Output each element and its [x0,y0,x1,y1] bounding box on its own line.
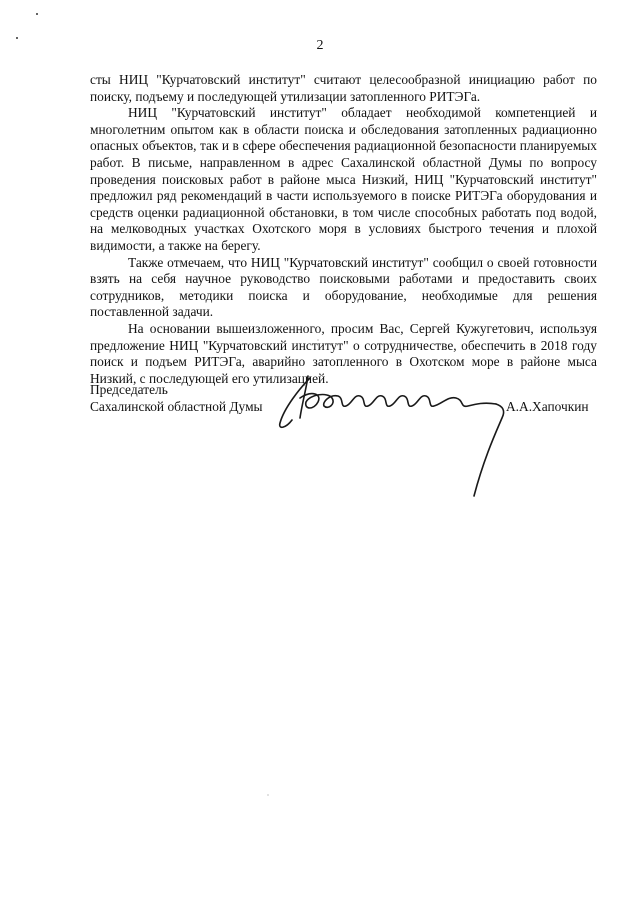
handwritten-signature [270,368,550,503]
letter-body [90,72,597,387]
signatory-title-line1: Председатель [90,382,168,397]
page-number: 2 [316,38,324,53]
paragraph-3: Также отмечаем, что НИЦ "Курчатовский институт" сообщил о своей готовности взять на себя научное руководство поисковыми работами и предоставить своих сотрудников, методики поиска и оборудование, необходимые для решения поставленной задачи. [90,254,597,320]
signatory-name: А.А.Хапочкин [506,398,589,414]
paragraph-1: сты НИЦ "Курчатовский институт" считают целесообразной инициацию работ по поиску, подъему и последующей утилизации затопленного РИТЭГа. [90,72,597,104]
paragraph-4: На основании вышеизложенного, просим Вас, Сергей Кужугетович, используя предложение НИЦ "Курчатовский институт" о сотрудничестве, обеспечить в 2018 году поиск и подъем РИТЭГа, аварийно затопленного в Охотском море в районе мыса Низкий, с последующей его утилизацией. [90,320,597,386]
signatory-title-line2: Сахалинской областной Думы [90,398,263,414]
paragraph-2: НИЦ "Курчатовский институт" обладает необходимой компетенцией и многолетним опытом как в области поиска и обследования затопленных радиационно опасных объектов, так и в сфере обеспечения радиационной безопасности планируемых работ. В письме, направленном в адрес Сахалинской областной Думы по вопросу проведения поисковых работ в районе мыса Низкий, НИЦ "Курчатовский институт" предложил ряд рекомендаций в части используемого в поиске РИТЭГа оборудования и средств оценки радиационной обстановки, в том числе способных работать под водой, на мелководных участках Охотского моря в условиях быстрого течения и плохой видимости, а также на берегу. [90,105,597,253]
